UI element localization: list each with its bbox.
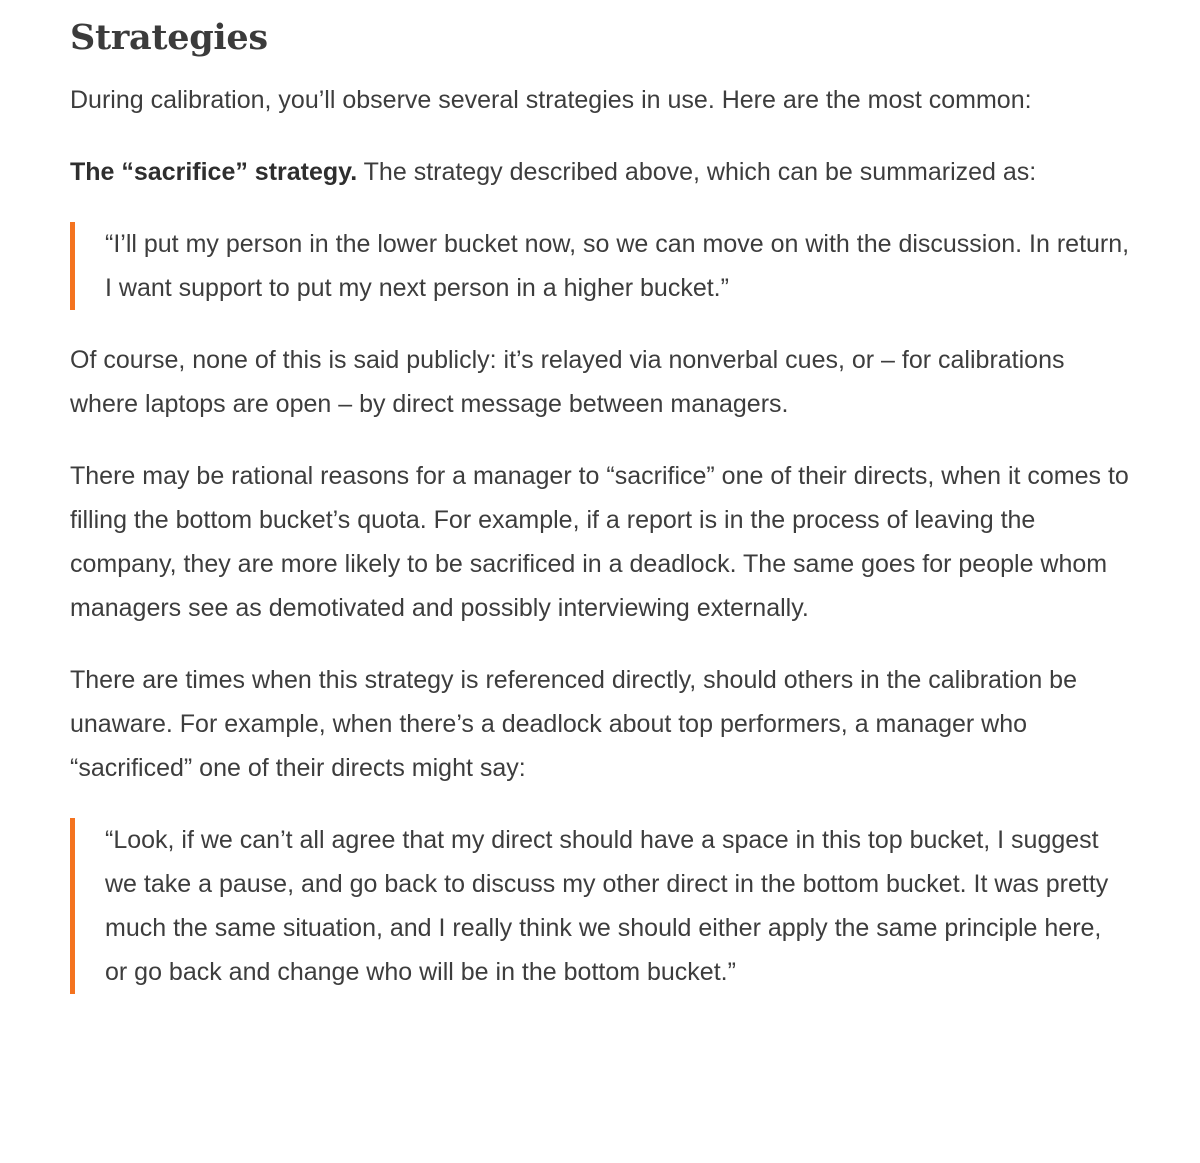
- intro-paragraph: During calibration, you’ll observe several strategies in use. Here are the most common:: [70, 86, 1032, 114]
- article-body: [70, 0, 1130, 994]
- sacrifice-strategy-paragraph: [70, 150, 1130, 194]
- publicly-paragraph: Of course, none of this is said publicly: it’s relayed via nonverbal cues, or – for calibrations where laptops are open – by direct message between managers.: [70, 346, 1065, 418]
- section-heading: Strategies: [70, 17, 268, 58]
- rational-reasons-paragraph: There may be rational reasons for a manager to “sacrifice” one of their directs, when it comes to filling the bottom bucket’s quota. For example, if a report is in the process of leaving the company, they are more likely to be sacrificed in a deadlock. The same goes for people whom managers see as demotivated and possibly interviewing externally.: [70, 462, 1129, 622]
- quote-sacrifice: [70, 222, 1130, 310]
- referenced-directly-paragraph: There are times when this strategy is referenced directly, should others in the calibration be unaware. For example, when there’s a deadlock about top performers, a manager who “sacrificed” one of their directs might say:: [70, 666, 1077, 782]
- sacrifice-strategy-text: The strategy described above, which can be summarized as:: [357, 158, 1037, 186]
- quote-sacrifice-text: “I’ll put my person in the lower bucket now, so we can move on with the discussion. In return, I want support to put my next person in a higher bucket.”: [105, 230, 1130, 302]
- quote-deadlock-text: “Look, if we can’t all agree that my direct should have a space in this top bucket, I suggest we take a pause, and go back to discuss my other direct in the bottom bucket. It was pretty much the same situation, and I really think we should either apply the same principle here, or go back and change who will be in the bottom bucket.”: [105, 826, 1109, 986]
- quote-deadlock: [70, 818, 1130, 994]
- sacrifice-strategy-lead: The “sacrifice” strategy.: [70, 158, 358, 186]
